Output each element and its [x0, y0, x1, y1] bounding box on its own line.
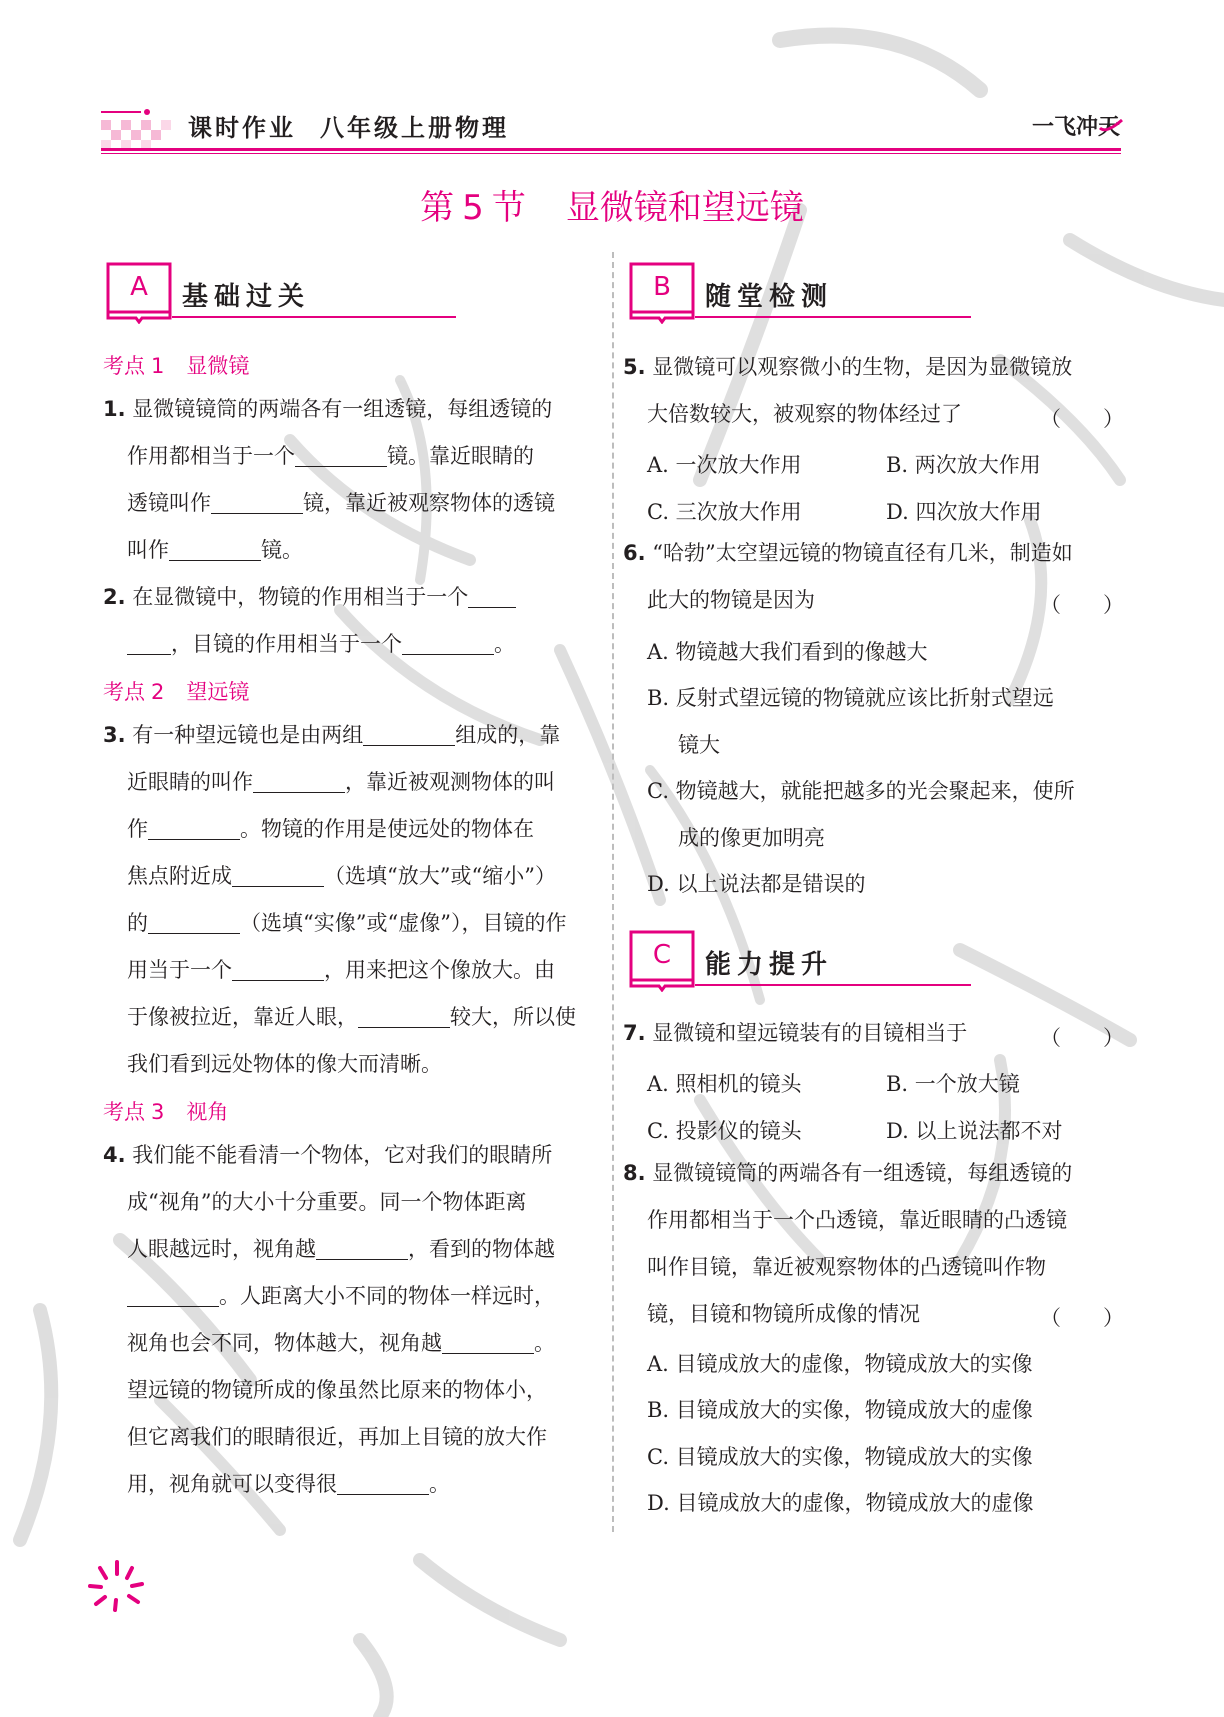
q8-line2: 作用都相当于一个凸透镜，靠近眼睛的凸透镜 — [647, 1208, 1067, 1232]
q2-line1: 在显微镜中，物镜的作用相当于一个 — [132, 585, 469, 609]
question-number: 2. — [103, 585, 126, 609]
q1-line4b: 镜。 — [261, 538, 303, 562]
question-number: 5. — [623, 355, 646, 379]
q4-line4: 。人距离大小不同的物体一样远时， — [219, 1284, 555, 1308]
q5-line2: 大倍数较大，被观察的物体经过了 — [647, 402, 962, 426]
option-b[interactable]: B. 目镜成放大的实像，物镜成放大的虚像 — [647, 1398, 1033, 1422]
section-title-name: 显微镜和望远镜 — [565, 188, 804, 228]
q3-line8: 我们看到远处物体的像大而清晰。 — [127, 1052, 442, 1076]
q1-line3b: 镜，靠近被观察物体的透镜 — [303, 491, 555, 515]
q3-line2a: 近眼睛的叫作 — [127, 770, 253, 794]
question-2 — [103, 574, 603, 668]
answer-blank[interactable] — [232, 864, 324, 887]
q1-line2a: 作用都相当于一个 — [127, 444, 295, 468]
option-c-cont: 成的像更加明亮 — [678, 826, 825, 850]
answer-blank[interactable] — [211, 491, 303, 514]
option-b[interactable]: B. 两次放大作用 — [886, 453, 1041, 477]
keypoint-label: 考点 — [103, 680, 145, 704]
section-b-heading — [629, 262, 971, 322]
q2-line2b: 。 — [494, 632, 515, 656]
q3-line1a: 有一种望远镜也是由两组 — [132, 723, 364, 747]
section-title — [0, 180, 1224, 229]
question-number: 1. — [103, 397, 126, 421]
answer-blank[interactable] — [316, 1237, 408, 1260]
section-b-underline — [695, 316, 971, 318]
option-b[interactable]: B. 一个放大镜 — [886, 1072, 1020, 1096]
q3-line7a: 于像被拉近，靠近人眼， — [127, 1005, 358, 1029]
q4-line1: 我们能不能看清一个物体，它对我们的眼睛所 — [132, 1143, 553, 1167]
question-number: 6. — [623, 541, 646, 565]
section-b-title: 随堂检测 — [705, 282, 834, 312]
option-d[interactable]: D. 目镜成放大的虚像，物镜成放大的虚像 — [647, 1491, 1034, 1515]
q6-line2: 此大的物镜是因为 — [647, 588, 815, 612]
q4-line3a: 人眼越远时，视角越 — [127, 1237, 316, 1261]
option-b-cont: 镜大 — [678, 733, 720, 757]
answer-blank[interactable] — [442, 1331, 534, 1354]
header-title — [188, 108, 509, 143]
question-number: 7. — [623, 1021, 646, 1045]
answer-paren[interactable]: （ ） — [1040, 1026, 1124, 1050]
q4-line8b: 。 — [429, 1472, 450, 1496]
keypoint-3 — [103, 1096, 228, 1126]
q8-line4: 镜，目镜和物镜所成像的情况 — [647, 1302, 920, 1326]
q4-line2: 成“视角”的大小十分重要。同一个物体距离 — [127, 1190, 527, 1214]
option-c[interactable]: C. 三次放大作用 — [647, 500, 802, 524]
answer-blank[interactable] — [402, 632, 494, 655]
keypoint-number: 3 — [151, 1100, 165, 1124]
option-a[interactable]: A. 目镜成放大的虚像，物镜成放大的实像 — [647, 1352, 1033, 1376]
brand-swoosh-icon — [1098, 118, 1124, 136]
answer-paren[interactable]: （ ） — [1040, 1306, 1124, 1330]
question-3 — [103, 712, 603, 1088]
q5-line1: 显微镜可以观察微小的生物，是因为显微镜放 — [652, 355, 1073, 379]
q3-line5b: （选填“实像”或“虚像”），目镜的作 — [240, 911, 567, 935]
q3-line6b: ，用来把这个像放大。由 — [324, 958, 555, 982]
option-c[interactable]: C. 投影仪的镜头 — [647, 1119, 802, 1143]
option-b[interactable]: B. 反射式望远镜的物镜就应该比折射式望远 — [647, 686, 1054, 710]
q8-line3: 叫作目镜，靠近被观察物体的凸透镜叫作物 — [647, 1255, 1046, 1279]
q3-line5a: 的 — [127, 911, 148, 935]
keypoint-label: 考点 — [103, 354, 145, 378]
header-grade: 八年级上册物理 — [320, 113, 509, 142]
keypoint-name: 显微镜 — [186, 354, 250, 378]
option-d[interactable]: D. 四次放大作用 — [886, 500, 1042, 524]
section-b-letter: B — [653, 272, 671, 302]
section-c-underline — [695, 984, 971, 986]
header-rule-thin — [101, 153, 1121, 154]
answer-paren[interactable]: （ ） — [1040, 407, 1124, 431]
keypoint-number: 1 — [151, 354, 165, 378]
q3-line3a: 作 — [127, 817, 148, 841]
column-divider — [612, 252, 614, 1532]
answer-blank[interactable] — [148, 817, 240, 840]
answer-blank[interactable] — [253, 770, 345, 793]
section-a-letter: A — [130, 272, 148, 302]
keypoint-2 — [103, 676, 249, 706]
q4-line6: 望远镜的物镜所成的像虽然比原来的物体小， — [127, 1378, 547, 1402]
section-title-number: 5 — [462, 188, 484, 228]
decorative-burst-icon — [82, 1556, 152, 1616]
answer-blank[interactable] — [127, 1284, 219, 1307]
keypoint-1 — [103, 350, 249, 380]
answer-blank[interactable] — [295, 444, 387, 467]
q3-line3b: 。物镜的作用是使远处的物体在 — [240, 817, 534, 841]
q3-line2b: ，靠近被观测物体的叫 — [345, 770, 555, 794]
answer-blank[interactable] — [232, 958, 324, 981]
section-a-heading — [106, 262, 456, 322]
option-a[interactable]: A. 物镜越大我们看到的像越大 — [647, 640, 928, 664]
keypoint-number: 2 — [151, 680, 165, 704]
answer-blank[interactable] — [148, 911, 240, 934]
q3-line7b: 较大，所以使 — [450, 1005, 576, 1029]
section-title-suffix: 节 — [491, 188, 526, 228]
section-title-prefix: 第 — [420, 188, 455, 228]
q3-line4a: 焦点附近成 — [127, 864, 232, 888]
option-c[interactable]: C. 物镜越大，就能把越多的光会聚起来，使所 — [647, 779, 1075, 803]
q2-line2a: ，目镜的作用相当于一个 — [171, 632, 402, 656]
keypoint-label: 考点 — [103, 1100, 145, 1124]
answer-blank[interactable] — [363, 723, 455, 746]
q4-line8a: 用，视角就可以变得很 — [127, 1472, 337, 1496]
q3-line4b: （选填“放大”或“缩小”） — [324, 864, 556, 888]
q4-line5a: 视角也会不同，物体越大，视角越 — [127, 1331, 442, 1355]
option-a[interactable]: A. 一次放大作用 — [647, 453, 802, 477]
q1-line1: 显微镜镜筒的两端各有一组透镜，每组透镜的 — [132, 397, 553, 421]
q1-line4a: 叫作 — [127, 538, 169, 562]
question-number: 8. — [623, 1161, 646, 1185]
answer-blank[interactable] — [358, 1005, 450, 1028]
q6-line1: “哈勃”太空望远镜的物镜直径有几米，制造如 — [652, 541, 1073, 565]
header-brand: 一飞冲天 — [1031, 114, 1120, 140]
q3-line1b: 组成的，靠 — [455, 723, 561, 747]
section-a-title: 基础过关 — [182, 282, 311, 312]
section-c-letter: C — [652, 940, 672, 970]
q1-line2b: 镜。靠近眼睛的 — [387, 444, 534, 468]
q7-line1: 显微镜和望远镜装有的目镜相当于 — [652, 1021, 968, 1045]
option-d[interactable]: D. 以上说法都是错误的 — [647, 872, 866, 896]
header-rule — [101, 148, 1121, 151]
q3-line6a: 用当于一个 — [127, 958, 232, 982]
q8-line1: 显微镜镜筒的两端各有一组透镜，每组透镜的 — [652, 1161, 1073, 1185]
q4-line7: 但它离我们的眼睛很近，再加上目镜的放大作 — [127, 1425, 547, 1449]
q4-line3b: ，看到的物体越 — [408, 1237, 555, 1261]
question-1 — [103, 386, 603, 574]
header-checker-pattern — [101, 108, 171, 150]
section-c-heading — [629, 930, 971, 990]
option-c[interactable]: C. 目镜成放大的实像，物镜成放大的实像 — [647, 1445, 1033, 1469]
q4-line5b: 。 — [534, 1331, 555, 1355]
question-number: 3. — [103, 723, 126, 747]
answer-paren[interactable]: （ ） — [1040, 593, 1124, 617]
answer-blank[interactable] — [468, 585, 516, 608]
section-a-underline — [172, 316, 456, 318]
q1-line3a: 透镜叫作 — [127, 491, 211, 515]
section-c-title: 能力提升 — [705, 950, 834, 980]
answer-blank[interactable] — [127, 632, 171, 655]
keypoint-name: 视角 — [186, 1100, 229, 1124]
question-4 — [103, 1132, 603, 1508]
option-a[interactable]: A. 照相机的镜头 — [647, 1072, 802, 1096]
answer-blank[interactable] — [169, 538, 261, 561]
question-number: 4. — [103, 1143, 126, 1167]
header-title-text: 课时作业 — [188, 113, 296, 142]
answer-blank[interactable] — [337, 1472, 429, 1495]
keypoint-name: 望远镜 — [186, 680, 250, 704]
option-d[interactable]: D. 以上说法都不对 — [886, 1119, 1063, 1143]
